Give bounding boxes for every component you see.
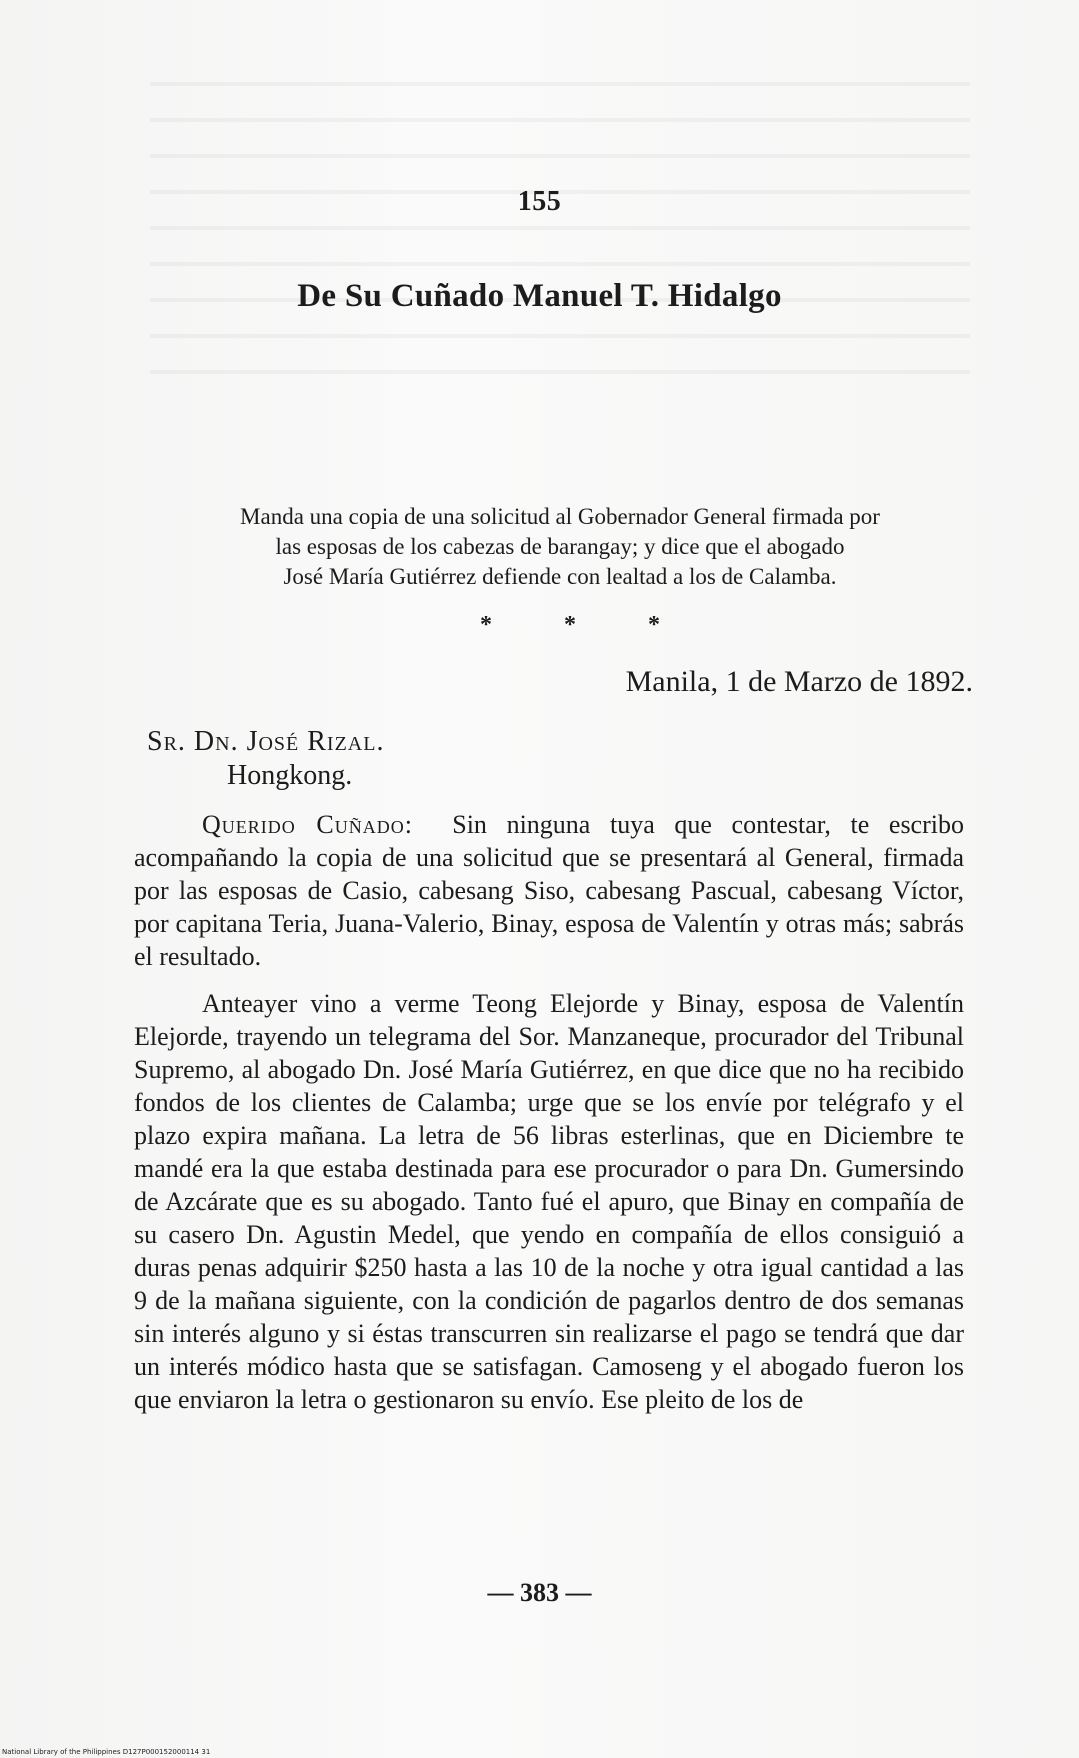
chapter-title: De Su Cuñado Manuel T. Hidalgo	[297, 278, 782, 314]
letter-body	[134, 808, 964, 1416]
letter-paragraph	[134, 808, 964, 973]
asterisk: *	[648, 612, 660, 638]
section-separator	[480, 612, 660, 639]
summary-line: las esposas de los cabezas de barangay; y dice que el abogado	[275, 534, 845, 559]
summary-line: José María Gutiérrez defiende con lealtad a los de Calamba.	[283, 564, 837, 589]
asterisk: *	[564, 612, 576, 638]
summary-line: Manda una copia de una solicitud al Gobernador General firmada por	[240, 504, 880, 529]
chapter-number: 155	[517, 186, 562, 217]
paragraph-text: Sin ninguna tuya que contestar, te escribo acompañando la copia de una solicitud que se presentará al General, firmada por las esposas de Casio, cabesang Siso, cabesang Pascual, cabesang Víctor, por capitana Teria, Juana-Valerio, Binay, esposa de Valentín y otras más; sabrás el resultado.	[134, 810, 964, 971]
letter-addressee	[147, 725, 384, 793]
chapter-summary	[140, 502, 980, 592]
letter-paragraph: Anteayer vino a verme Teong Elejorde y Binay, esposa de Valentín Elejorde, trayendo un telegrama del Sor. Manzaneque, procurador del Tribunal Supremo, al abogado Dn. José María Gutiérrez, en que dice que no ha recibido fondos de los clientes de Calamba; urge que se los envíe por telégrafo y el plazo expira mañana. La letra de 56 libras esterlinas, que en Diciembre te mandé era la que estaba destinada para ese procurador o para Dn. Gumersindo de Azcárate que es su abogado. Tanto fué el apuro, que Binay en compañía de su casero Dn. Agustin Medel, que yendo en compañía de ellos consiguió a duras penas adquirir $250 hasta a las 10 de la noche y otra igual cantidad a las 9 de la mañana siguiente, con la condición de pagarlos dentro de dos semanas sin interés alguno y si éstas transcurren sin realizarse el pago se tendrá que dar un interés módico hasta que se satisfagan. Camoseng y el abogado fueron los que enviaron la letra o gestionaron su envío. Ese pleito de los de	[134, 989, 964, 1414]
letter-dateline: Manila, 1 de Marzo de 1892.	[625, 665, 973, 698]
archive-footer-label: National Library of the Philippines D127P000152000114 31	[2, 1748, 211, 1756]
addressee-place: Hongkong.	[227, 760, 353, 791]
page-number: — 383 —	[487, 1578, 592, 1607]
salutation: Querido Cuñado:	[202, 810, 413, 839]
addressee-name: Sr. Dn. José Rizal.	[147, 726, 385, 757]
bleed-through-text	[150, 60, 970, 400]
asterisk: *	[480, 612, 492, 638]
